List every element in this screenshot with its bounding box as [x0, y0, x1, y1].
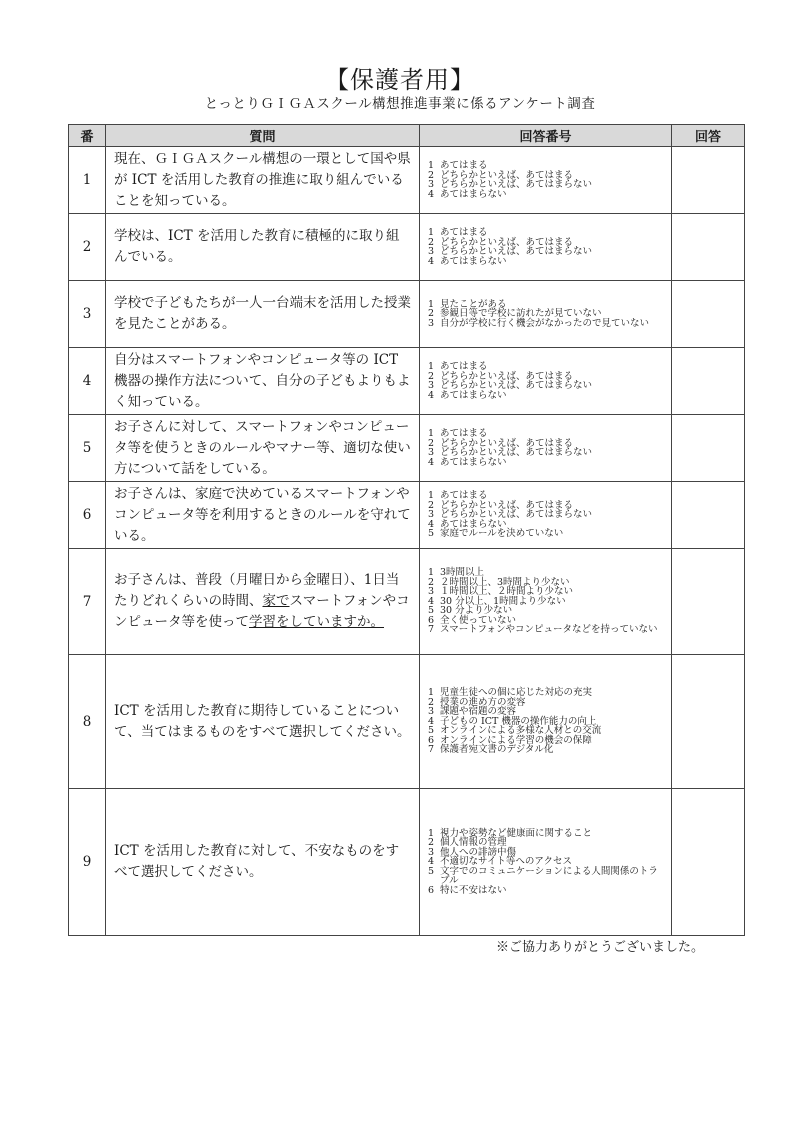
question-number: 9 — [69, 789, 106, 936]
option-text: あてはまらない — [440, 518, 507, 530]
option-number: 4 — [428, 715, 435, 727]
option-text: あてはまらない — [440, 456, 507, 468]
option-number: 2 — [428, 837, 435, 849]
option-text: あてはまる — [440, 428, 488, 439]
question-text-segment: 現在、ＧＩＧＡスクール構想の一環として国や県が ICT を活用した教育の推進に取り組んでいることを知っている。 — [114, 150, 411, 209]
question-text-segment: お子さんに対して、スマートフォンやコンピュータ等を使うときのルールやマナー等、適切な使い方について話をしている。 — [114, 418, 411, 477]
question-text-segment: 自分はスマートフォンやコンピュータ等の ICT 機器の操作方法について、自分の子どもよりもよく知っている。 — [114, 351, 411, 410]
option-text: どちらかといえば、あてはまる — [440, 370, 574, 382]
option-number: 1 — [428, 567, 435, 579]
option-text: あてはまる — [440, 490, 488, 502]
option-number: 2 — [428, 696, 435, 708]
header-number: 番 — [69, 125, 106, 147]
question-text-segment: スマートフォンやコンピュータ等を使って — [114, 593, 410, 630]
option-number: 5 — [428, 605, 435, 617]
table-row — [69, 281, 745, 348]
option-text: 個人情報の管理 — [440, 837, 507, 849]
option-text: どちらかといえば、あてはまらない — [440, 447, 593, 458]
option-number: 4 — [428, 188, 435, 200]
question-text — [106, 281, 420, 348]
option-text: あてはまらない — [440, 389, 507, 401]
option-number: 3 — [428, 246, 435, 257]
option-text: どちらかといえば、あてはまる — [440, 169, 574, 181]
option-text: あてはまる — [440, 361, 488, 372]
table-row — [69, 214, 745, 281]
question-number: 7 — [69, 549, 106, 655]
option-text: １時間以上、２時間より少ない — [440, 586, 574, 598]
option-number: 3 — [428, 380, 435, 391]
option-number: 6 — [428, 734, 435, 746]
option-number: 3 — [428, 586, 435, 598]
option-number: 3 — [428, 846, 435, 858]
option-text: 見たことがある — [440, 298, 507, 310]
option-number: 1 — [428, 428, 435, 439]
question-text-segment: 家で — [262, 593, 290, 609]
question-text-segment: お子さんは、普段（月曜日から金曜日）、1日当たりどれくらいの時間、 — [114, 572, 400, 609]
page-title: 【保護者用】 — [325, 66, 475, 94]
option-text: ２時間以上、3時間より少ない — [440, 576, 570, 588]
question-text — [106, 147, 420, 214]
option-number: 1 — [428, 827, 435, 839]
option-text: どちらかといえば、あてはまらない — [440, 509, 593, 521]
option-number: 1 — [428, 160, 435, 171]
answer-option — [428, 745, 663, 755]
answer-options — [420, 655, 672, 789]
answer-cell[interactable] — [672, 415, 745, 482]
question-text — [106, 549, 420, 655]
option-text: どちらかといえば、あてはまる — [440, 437, 574, 449]
option-text: 児童生徒への個に応じた対応の充実 — [440, 687, 593, 699]
option-number: 4 — [428, 856, 435, 868]
table-row — [69, 415, 745, 482]
question-number: 6 — [69, 482, 106, 549]
table-row — [69, 655, 745, 789]
question-number: 8 — [69, 655, 106, 789]
table-row — [69, 348, 745, 415]
answer-cell[interactable] — [672, 348, 745, 415]
option-number: 2 — [428, 370, 435, 382]
survey-table — [68, 124, 745, 936]
question-number: 3 — [69, 281, 106, 348]
question-number: 1 — [69, 147, 106, 214]
option-text: 子どもの ICT 機器の操作能力の向上 — [440, 715, 597, 727]
option-number: 2 — [428, 437, 435, 449]
option-number: 2 — [428, 576, 435, 588]
answer-option — [428, 625, 663, 635]
option-number: 3 — [428, 706, 435, 718]
answer-options — [420, 348, 672, 415]
option-text: 授業の進め方の変容 — [440, 696, 526, 708]
thank-you-note: ※ご協力ありがとうございました。 — [495, 940, 704, 955]
option-text: 家庭でルールを決めていない — [440, 528, 564, 540]
option-text: どちらかといえば、あてはまらない — [440, 380, 593, 391]
option-number: 3 — [428, 317, 435, 329]
option-number: 7 — [428, 744, 435, 756]
option-text: 3時間以上 — [440, 567, 485, 579]
option-text: 他人への誹謗中傷 — [440, 846, 517, 858]
option-number: 4 — [428, 456, 435, 468]
option-number: 2 — [428, 236, 435, 248]
header-question: 質問 — [106, 125, 420, 147]
answer-cell[interactable] — [672, 281, 745, 348]
option-number: 3 — [428, 179, 435, 190]
option-text: どちらかといえば、あてはまる — [440, 499, 574, 511]
table-row — [69, 147, 745, 214]
question-text — [106, 655, 420, 789]
question-number: 4 — [69, 348, 106, 415]
answer-options — [420, 147, 672, 214]
answer-option — [428, 886, 663, 896]
option-number: 4 — [428, 595, 435, 607]
question-text — [106, 348, 420, 415]
option-number: 6 — [428, 884, 435, 896]
option-text: 全く使っていない — [440, 614, 517, 626]
answer-option — [428, 190, 663, 200]
question-text — [106, 214, 420, 281]
option-number: 2 — [428, 308, 435, 320]
option-text: 不適切なサイト等へのアクセス — [440, 856, 573, 868]
option-number: 2 — [428, 169, 435, 181]
option-text: あてはまる — [440, 227, 488, 238]
question-text — [106, 415, 420, 482]
option-number: 6 — [428, 614, 435, 626]
answer-option — [428, 391, 663, 401]
question-text-segment: お子さんは、家庭で決めているスマートフォンやコンピュータ等を利用するときのルールを守れている。 — [114, 485, 411, 544]
option-number: 4 — [428, 389, 435, 401]
option-number: 3 — [428, 447, 435, 458]
option-text: 自分が学校に行く機会がなかったので見ていない — [440, 317, 650, 329]
question-text-segment: 学校は、ICT を活用した教育に積極的に取り組んでいる。 — [114, 228, 400, 265]
answer-cell[interactable] — [672, 482, 745, 549]
page-subtitle: とっとりＧＩＧＡスクール構想推進事業に係るアンケート調査 — [204, 96, 596, 112]
answer-cell[interactable] — [672, 214, 745, 281]
option-text: どちらかといえば、あてはまらない — [440, 179, 593, 190]
table-row — [69, 482, 745, 549]
option-text: 30 分以上、1時間より少ない — [440, 595, 566, 607]
header-answer-options: 回答番号 — [420, 125, 672, 147]
table-row — [69, 789, 745, 936]
question-text-segment: 学習をしていますか。 — [249, 614, 384, 630]
header-answer: 回答 — [672, 125, 745, 147]
answer-option — [428, 319, 663, 329]
option-text: 特に不安はない — [440, 884, 507, 896]
option-text: 30 分より少ない — [440, 605, 513, 617]
option-text: 視力や姿勢など健康面に関すること — [440, 827, 593, 839]
answer-options — [420, 415, 672, 482]
answer-options — [420, 789, 672, 936]
answer-options — [420, 549, 672, 655]
option-number: 1 — [428, 298, 435, 310]
answer-cell[interactable] — [672, 549, 745, 655]
option-number: 5 — [428, 725, 435, 737]
answer-option — [428, 529, 663, 539]
option-number: 1 — [428, 361, 435, 372]
option-number: 4 — [428, 255, 435, 267]
question-text-segment: ICT を活用した教育に対して、不安なものをすべて選択してください。 — [114, 843, 400, 880]
option-number: 1 — [428, 227, 435, 238]
option-number: 5 — [428, 865, 435, 877]
question-text-segment: ICT を活用した教育に期待していることについて、当てはまるものをすべて選択してください。 — [114, 702, 411, 740]
option-number: 4 — [428, 518, 435, 530]
question-text — [106, 482, 420, 549]
answer-option — [428, 867, 663, 886]
answer-cell[interactable] — [672, 147, 745, 214]
option-number: 7 — [428, 624, 435, 636]
option-text: どちらかといえば、あてはまらない — [440, 246, 593, 257]
answer-options — [420, 214, 672, 281]
question-text-segment: 学校で子どもたちが一人一台端末を活用した授業を見たことがある。 — [114, 295, 411, 332]
option-text: スマートフォンやコンピュータなどを持っていない — [440, 624, 658, 636]
option-number: 2 — [428, 499, 435, 511]
option-text: あてはまらない — [440, 188, 507, 200]
answer-cell[interactable] — [672, 789, 745, 936]
question-text — [106, 789, 420, 936]
table-row — [69, 549, 745, 655]
option-number: 1 — [428, 687, 435, 699]
option-text: オンラインによる多様な人材との交流 — [440, 725, 602, 737]
answer-options — [420, 281, 672, 348]
option-text: どちらかといえば、あてはまる — [440, 236, 574, 248]
question-number: 2 — [69, 214, 106, 281]
option-text: あてはまらない — [440, 255, 507, 267]
option-text: 参観日等で学校に訪れたが見ていない — [440, 308, 602, 320]
option-text: 保護者宛文書のデジタル化 — [440, 744, 554, 756]
option-number: 5 — [428, 528, 435, 540]
option-number: 1 — [428, 490, 435, 502]
table-header-row — [69, 125, 745, 147]
answer-cell[interactable] — [672, 655, 745, 789]
answer-option — [428, 257, 663, 267]
answer-options — [420, 482, 672, 549]
option-number: 3 — [428, 509, 435, 521]
option-text: 課題や宿題の変容 — [440, 706, 517, 718]
option-text: 文字でのコミュニケーションによる人間関係のトラブル — [440, 865, 658, 887]
option-text: オンラインによる学習の機会の保障 — [440, 734, 592, 746]
option-text: あてはまる — [440, 160, 488, 171]
answer-option — [428, 458, 663, 468]
question-number: 5 — [69, 415, 106, 482]
